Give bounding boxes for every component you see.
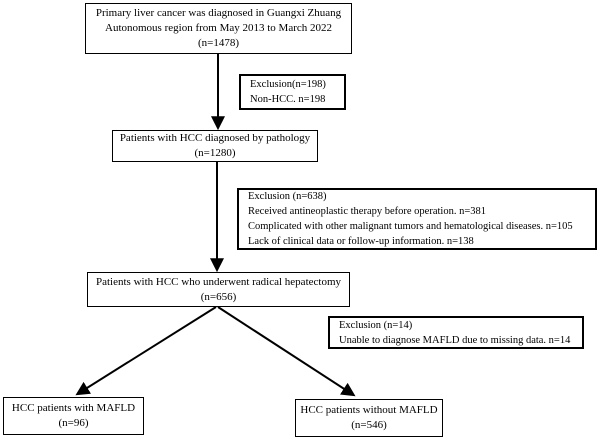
- exclusion-title-line: Exclusion(n=198): [250, 79, 326, 90]
- node-exclusion-missing-data: [328, 316, 584, 349]
- node-text-line: Primary liver cancer was diagnosed in Guangxi Zhuang: [95, 7, 342, 19]
- node-radical-hepatectomy: [87, 272, 350, 307]
- exclusion-reason-line: Non-HCC. n=198: [250, 94, 326, 105]
- exclusion-reason-line: Received antineoplastic therapy before operation. n=381: [248, 206, 486, 217]
- arrow-hepatectomy-to-mafld: [79, 307, 216, 393]
- node-text-line: Patients with HCC who underwent radical hepatectomy: [96, 275, 341, 288]
- node-primary-liver-cancer: [85, 3, 352, 54]
- node-hcc-pathology: [112, 130, 318, 162]
- node-hcc-with-mafld: [3, 397, 144, 435]
- exclusion-reason-line: Unable to diagnose MAFLD due to missing data. n=14: [339, 334, 571, 346]
- node-hcc-without-mafld: [295, 399, 443, 437]
- exclusion-reason-line: Lack of clinical data or follow-up information. n=138: [248, 236, 474, 247]
- node-count-line: (n=546): [351, 419, 387, 431]
- node-count-line: (n=96): [58, 417, 89, 429]
- node-count-line: (n=656): [200, 290, 237, 303]
- node-text-line: Patients with HCC diagnosed by pathology: [119, 132, 311, 144]
- node-exclusion-non-hcc: [239, 74, 346, 110]
- exclusion-title-line: Exclusion (n=14): [339, 319, 413, 331]
- node-text-line: Autonomous region from May 2013 to March 2022: [105, 22, 332, 34]
- node-count-line: (n=1478): [197, 37, 240, 49]
- node-text-line: HCC patients with MAFLD: [11, 402, 136, 414]
- exclusion-title-line: Exclusion (n=638): [248, 191, 327, 202]
- exclusion-reason-line: Complicated with other malignant tumors and hematological diseases. n=105: [248, 221, 573, 232]
- node-text-line: HCC patients without MAFLD: [300, 404, 438, 416]
- node-exclusion-pre-hepatectomy: [237, 188, 597, 250]
- node-count-line: (n=1280): [194, 147, 236, 159]
